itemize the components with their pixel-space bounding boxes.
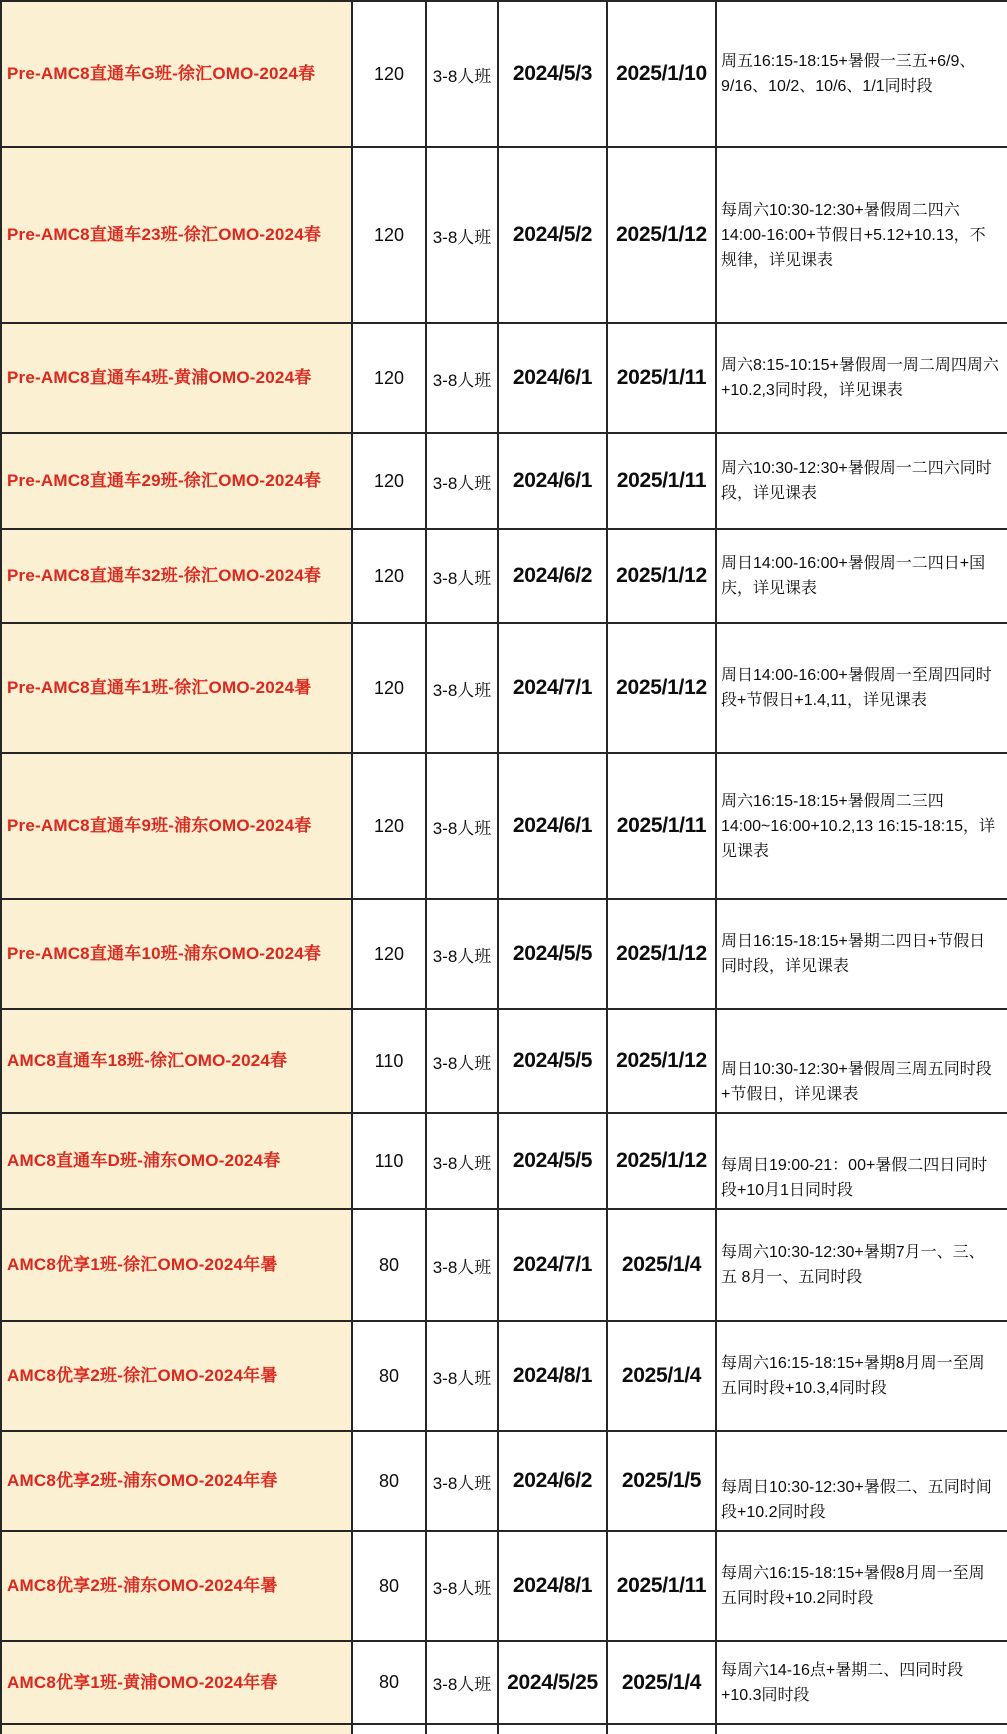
hours-cell (353, 1642, 427, 1723)
class-size-text: 3-8人班 (432, 1675, 492, 1694)
hours-text: 80 (378, 1254, 400, 1275)
hours-text: 120 (373, 565, 405, 586)
hours-text: 80 (378, 1672, 400, 1692)
start-date-cell (499, 530, 608, 622)
start-date-cell (499, 754, 608, 898)
end-date-cell (608, 1642, 717, 1723)
class-size-text: 3-8人班 (432, 473, 492, 493)
start-date-text: 2024/6/1 (512, 814, 593, 837)
class-size-cell (427, 1010, 499, 1112)
end-date-text: 2025/1/4 (621, 1364, 702, 1387)
class-size-cell (427, 434, 499, 528)
schedule-text: 周六8:15-10:15+暑假周一周二周四周六+10.2,3同时段，详见课表 (721, 357, 999, 399)
start-date-cell (499, 1642, 608, 1723)
course-name-cell (2, 754, 353, 898)
hours-cell (353, 900, 427, 1008)
start-date-cell (499, 324, 608, 432)
hours-cell (353, 1532, 427, 1640)
class-size-text: 3-8人班 (432, 946, 492, 966)
hours-text: 80 (378, 1365, 400, 1386)
end-date-cell (608, 1725, 717, 1734)
schedule-cell (717, 624, 1007, 752)
schedule-text: 每周六16:15-18:15+暑期8月周一至周五同时段+10.3,4同时段 (721, 1355, 985, 1397)
schedule-text: 周日14:00-16:00+暑假周一至周四同时段+节假日+1.4,11，详见课表 (721, 667, 992, 709)
start-date-text: 2024/7/1 (512, 1253, 593, 1276)
class-size-cell (427, 324, 499, 432)
schedule-cell (717, 900, 1007, 1008)
course-name-cell (2, 1532, 353, 1640)
hours-text: 120 (373, 367, 405, 388)
course-name-text: Pre-AMC8直通车29班-徐汇OMO-2024春 (7, 471, 322, 491)
start-date-text: 2024/8/1 (512, 1574, 593, 1597)
start-date-cell (499, 1010, 608, 1112)
course-name-text: Pre-AMC8直通车10班-浦东OMO-2024春 (7, 944, 322, 964)
class-size-cell (427, 900, 499, 1008)
end-date-cell (608, 1114, 717, 1208)
hours-cell (353, 530, 427, 622)
class-size-text: 3-8人班 (432, 1368, 492, 1388)
hours-cell (353, 434, 427, 528)
schedule-cell (717, 1432, 1007, 1530)
end-date-cell (608, 148, 717, 322)
start-date-text: 2024/5/5 (512, 942, 593, 965)
class-size-cell (427, 1432, 499, 1530)
start-date-cell (499, 434, 608, 528)
class-size-cell (427, 1114, 499, 1208)
course-name-cell (2, 1010, 353, 1112)
end-date-text: 2025/1/4 (621, 1670, 702, 1694)
schedule-text: 周日10:30-12:30+暑假周三周五同时段+节假日，详见课表 (721, 1061, 992, 1103)
table-row (2, 1640, 1007, 1723)
hours-text: 120 (373, 677, 405, 698)
end-date-cell (608, 434, 717, 528)
end-date-cell (608, 1532, 717, 1640)
class-size-text: 3-8人班 (432, 1257, 492, 1277)
hours-text: 80 (378, 1575, 400, 1596)
schedule-cell (717, 1210, 1007, 1320)
end-date-text: 2025/1/12 (616, 1049, 707, 1072)
course-name-text: Pre-AMC8直通车G班-徐汇OMO-2024春 (7, 64, 316, 84)
class-size-cell (427, 1532, 499, 1640)
hours-cell (353, 1725, 427, 1734)
schedule-text: 周五16:15-18:15+暑假一三五+6/9、9/16、10/2、10/6、1/1同时段 (721, 53, 976, 95)
start-date-text: 2024/7/1 (512, 676, 593, 699)
course-name-text: Pre-AMC8直通车1班-徐汇OMO-2024暑 (7, 678, 312, 698)
hours-cell (353, 1210, 427, 1320)
start-date-text: 2024/6/2 (512, 1469, 593, 1492)
hours-cell (353, 1432, 427, 1530)
schedule-cell (717, 1114, 1007, 1208)
class-size-cell (427, 530, 499, 622)
table-row (2, 1008, 1007, 1112)
start-date-text: 2024/5/25 (507, 1670, 598, 1694)
start-date-text: 2024/6/1 (512, 366, 593, 389)
course-name-cell (2, 148, 353, 322)
hours-text: 80 (378, 1470, 400, 1491)
course-name-cell (2, 1642, 353, 1723)
class-size-text: 3-8人班 (432, 227, 492, 247)
class-size-cell (427, 148, 499, 322)
end-date-text: 2025/1/11 (616, 469, 707, 492)
hours-cell (353, 324, 427, 432)
end-date-text: 2025/1/4 (621, 1253, 702, 1276)
class-size-cell (427, 1642, 499, 1723)
course-name-cell (2, 1114, 353, 1208)
start-date-cell (499, 1725, 608, 1734)
end-date-cell (608, 1432, 717, 1530)
schedule-cell (717, 1010, 1007, 1112)
start-date-cell (499, 900, 608, 1008)
table-row (2, 1208, 1007, 1320)
table-row (2, 432, 1007, 528)
schedule-text: 每周六14-16点+暑期二、四同时段+10.3同时段 (721, 1661, 964, 1704)
schedule-text: 每周六10:30-12:30+暑期7月一、三、五 8月一、五同时段 (721, 1244, 985, 1286)
class-size-cell (427, 1725, 499, 1734)
start-date-cell (499, 2, 608, 146)
course-name-text: AMC8优享1班-黄浦OMO-2024年春 (7, 1672, 278, 1692)
hours-text: 120 (373, 470, 405, 491)
hours-text: 120 (373, 943, 405, 964)
class-size-text: 3-8人班 (432, 370, 492, 390)
schedule-cell (717, 1322, 1007, 1430)
schedule-text: 周日14:00-16:00+暑假周一二四日+国庆，详见课表 (721, 555, 986, 597)
course-name-cell (2, 1432, 353, 1530)
table-row (2, 622, 1007, 752)
end-date-text: 2025/1/12 (616, 676, 707, 699)
course-name-cell (2, 324, 353, 432)
hours-cell (353, 624, 427, 752)
table-row (2, 1320, 1007, 1430)
hours-cell (353, 1010, 427, 1112)
start-date-text: 2024/5/3 (512, 62, 593, 85)
start-date-cell (499, 148, 608, 322)
start-date-cell (499, 1432, 608, 1530)
course-name-cell (2, 900, 353, 1008)
course-name-text: AMC8优享2班-浦东OMO-2024年春 (7, 1471, 278, 1491)
course-name-cell (2, 2, 353, 146)
schedule-cell (717, 2, 1007, 146)
schedule-cell (717, 324, 1007, 432)
schedule-cell (717, 148, 1007, 322)
class-size-text: 3-8人班 (432, 66, 492, 86)
hours-cell (353, 2, 427, 146)
class-size-text: 3-8人班 (432, 818, 492, 838)
end-date-cell (608, 530, 717, 622)
table-row (2, 322, 1007, 432)
start-date-text: 2024/8/1 (512, 1364, 593, 1387)
schedule-cell (717, 1532, 1007, 1640)
start-date-cell (499, 1210, 608, 1320)
course-name-text: Pre-AMC8直通车4班-黄浦OMO-2024春 (7, 368, 312, 388)
end-date-text: 2025/1/11 (616, 1574, 707, 1597)
start-date-text: 2024/6/1 (512, 469, 593, 492)
hours-cell (353, 1114, 427, 1208)
course-name-text: AMC8优享2班-徐汇OMO-2024年暑 (7, 1366, 278, 1386)
end-date-cell (608, 2, 717, 146)
start-date-text: 2024/5/5 (512, 1049, 593, 1072)
end-date-text: 2025/1/11 (616, 366, 707, 389)
table-row (2, 898, 1007, 1008)
class-size-cell (427, 754, 499, 898)
end-date-cell (608, 624, 717, 752)
class-size-text: 3-8人班 (432, 1473, 492, 1493)
schedule-text: 每周六16:15-18:15+暑假8月周一至周五同时段+10.2同时段 (721, 1565, 985, 1607)
start-date-text: 2024/5/5 (512, 1149, 593, 1172)
hours-text: 120 (373, 224, 405, 245)
class-size-cell (427, 1322, 499, 1430)
table-row (2, 1430, 1007, 1530)
start-date-cell (499, 624, 608, 752)
table-row (2, 1112, 1007, 1208)
hours-cell (353, 148, 427, 322)
end-date-cell (608, 324, 717, 432)
class-size-text: 3-8人班 (432, 680, 492, 700)
table-row (2, 528, 1007, 622)
class-size-text: 3-8人班 (432, 1578, 492, 1598)
hours-cell (353, 1322, 427, 1430)
course-name-text: Pre-AMC8直通车23班-徐汇OMO-2024春 (7, 225, 322, 245)
table-row (2, 2, 1007, 146)
schedule-text: 每周日10:30-12:30+暑假二、五同时间段+10.2同时段 (721, 1479, 992, 1521)
table-row-partial (2, 1723, 1007, 1734)
end-date-text: 2025/1/11 (616, 814, 707, 837)
hours-text: 110 (374, 1050, 404, 1071)
course-name-cell (2, 530, 353, 622)
class-size-text: 3-8人班 (432, 1053, 492, 1073)
end-date-text: 2025/1/12 (616, 942, 707, 965)
start-date-cell (499, 1114, 608, 1208)
start-date-text: 2024/5/2 (512, 223, 593, 246)
start-date-cell (499, 1532, 608, 1640)
schedule-cell (717, 754, 1007, 898)
class-size-cell (427, 2, 499, 146)
table-row (2, 752, 1007, 898)
schedule-text: 每周日19:00-21：00+暑假二四日同时段+10月1日同时段 (721, 1157, 988, 1199)
class-size-cell (427, 624, 499, 752)
course-name-cell (2, 624, 353, 752)
course-name-text: Pre-AMC8直通车9班-浦东OMO-2024春 (7, 816, 312, 836)
schedule-cell (717, 434, 1007, 528)
course-name-text: AMC8优享2班-浦东OMO-2024年暑 (7, 1576, 278, 1596)
course-name-text: AMC8直通车18班-徐汇OMO-2024春 (7, 1051, 288, 1071)
course-name-cell (2, 1210, 353, 1320)
course-name-text: Pre-AMC8直通车32班-徐汇OMO-2024春 (7, 566, 322, 586)
end-date-cell (608, 1010, 717, 1112)
schedule-cell (717, 1642, 1007, 1723)
end-date-cell (608, 1322, 717, 1430)
table-row (2, 146, 1007, 322)
end-date-text: 2025/1/12 (616, 564, 707, 587)
hours-text: 110 (374, 1150, 404, 1171)
end-date-cell (608, 754, 717, 898)
schedule-text: 周日16:15-18:15+暑期二四日+节假日同时段，详见课表 (721, 933, 986, 975)
start-date-text: 2024/6/2 (512, 564, 593, 587)
schedule-cell (717, 530, 1007, 622)
course-name-cell (2, 434, 353, 528)
schedule-cell (717, 1725, 1007, 1734)
end-date-text: 2025/1/12 (616, 223, 707, 246)
table-row (2, 1530, 1007, 1640)
end-date-cell (608, 1210, 717, 1320)
schedule-text: 每周六10:30-12:30+暑假周二四六14:00-16:00+节假日+5.12+10.13，不规律，详见课表 (721, 201, 986, 269)
class-size-cell (427, 1210, 499, 1320)
class-size-text: 3-8人班 (432, 1153, 492, 1173)
schedule-text: 周六10:30-12:30+暑假周一二四六同时段，详见课表 (721, 460, 992, 502)
hours-text: 120 (373, 63, 405, 84)
hours-cell (353, 754, 427, 898)
course-name-cell (2, 1322, 353, 1430)
class-size-text: 3-8人班 (432, 568, 492, 588)
course-name-cell (2, 1725, 353, 1734)
schedule-text: 周六16:15-18:15+暑假周二三四14:00~16:00+10.2,13 16:15-18:15，详见课表 (721, 792, 996, 860)
start-date-cell (499, 1322, 608, 1430)
hours-text: 120 (373, 815, 405, 836)
course-name-text: AMC8直通车D班-浦东OMO-2024春 (7, 1151, 281, 1171)
course-name-text: AMC8优享1班-徐汇OMO-2024年暑 (7, 1255, 278, 1275)
end-date-text: 2025/1/12 (616, 1149, 707, 1172)
end-date-cell (608, 900, 717, 1008)
end-date-text: 2025/1/5 (621, 1469, 702, 1492)
end-date-text: 2025/1/10 (616, 62, 707, 85)
